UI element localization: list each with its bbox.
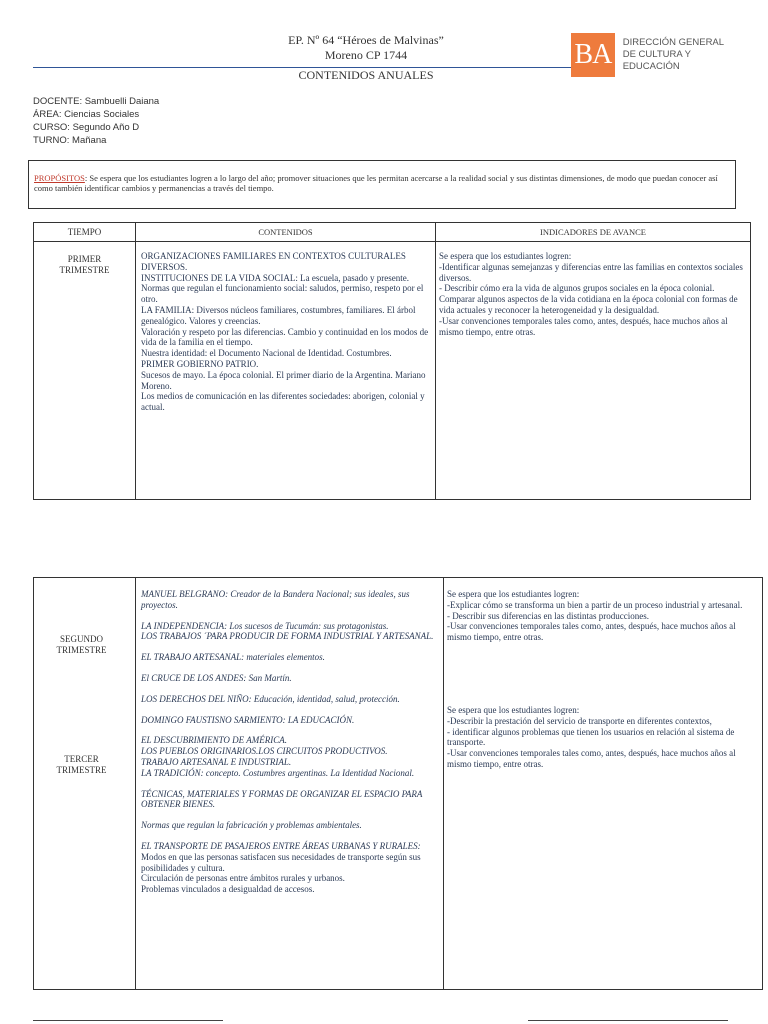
second-term-label-1: SEGUNDO — [59, 634, 103, 644]
third-term-label-1: TERCER — [64, 754, 99, 764]
signature-line-right — [528, 1020, 728, 1021]
content-item: EL TRANSPORTE DE PASAJEROS ENTRE ÁREAS URBANAS Y RURALES: — [141, 840, 421, 851]
table-header-row — [34, 223, 751, 242]
logo-text-line2: DE CULTURA Y EDUCACIÓN — [622, 49, 691, 72]
teacher-line: DOCENTE: Sambuelli Daiana — [33, 96, 160, 107]
second-term-label — [34, 634, 129, 656]
content-item: LA TRADICIÓN: concepto. Costumbres argentinas. La Identidad Nacional. — [141, 767, 415, 778]
content-item: Problemas vinculados a desigualdad de accesos. — [141, 884, 315, 895]
content-item: ORGANIZACIONES FAMILIARES EN CONTEXTOS CULTURALES DIVERSOS. — [141, 251, 406, 272]
school-name: EP. Nº 64 “Héroes de Malvinas” — [288, 33, 444, 47]
content-item: LOS DERECHOS DEL NIÑO: Educación, identidad, salud, protección. — [141, 693, 400, 704]
shift-line: TURNO: Mañana — [33, 135, 107, 146]
second-term-label-2: TRIMESTRE — [56, 645, 107, 655]
content-item: Normas que regulan la fabricación y problemas ambientales. — [141, 820, 362, 831]
indicator-item: Comparar algunos aspectos de la vida cotidiana en la época colonial con formas de vida actuales y reconocer la heterogeneidad y la desigualdad. — [439, 294, 738, 315]
content-item: PRIMER GOBIERNO PATRIO. — [141, 358, 259, 369]
content-item: TRABAJO ARTESANAL E INDUSTRIAL. — [141, 756, 292, 767]
indicator-item: -Explicar cómo se transforma un bien a partir de un proceso industrial y artesanal. — [447, 599, 743, 610]
indicator-item: - identificar algunos problemas que tienen los usuarios en relación al sistema de transporte. — [447, 726, 735, 748]
indicator-item: -Identificar algunas semejanzas y diferencias entre las familias en contextos sociales diversos. — [439, 261, 743, 283]
indicator-item: -Usar convenciones temporales tales como, antes, después, hace muchos años al mismo tiempo, entre otras. — [447, 621, 736, 643]
header-time: TIEMPO — [34, 223, 136, 242]
first-term-indicators — [436, 242, 751, 500]
content-item: Valoración y respeto por las diferencias. Cambio y continuidad en los modos de vida de la familia en el tiempo. — [141, 326, 429, 348]
indicator-item: - Describir cómo era la vida de algunos grupos sociales en la época colonial. — [439, 283, 715, 294]
second-third-term-table — [33, 577, 763, 990]
indicator-item: -Usar convenciones temporales tales como, antes, después, hace muchos años al mismo tiempo, entre otras. — [439, 315, 728, 337]
second-third-contents — [136, 578, 444, 990]
indicator-item: -Usar convenciones temporales tales como, antes, después, hace muchos años al mismo tiempo, entre otras. — [447, 748, 736, 769]
content-item: LA INDEPENDENCIA: Los sucesos de Tucumán: sus protagonistas. — [141, 620, 389, 631]
school-location: Moreno CP 1744 — [324, 48, 408, 62]
first-term-cell — [34, 242, 136, 500]
purpose-label: PROPÓSITOS — [34, 173, 85, 183]
course-info — [33, 95, 159, 147]
header-contents: CONTENIDOS — [136, 223, 436, 242]
ba-logo-mark: BA — [571, 33, 615, 77]
third-term-label — [34, 754, 129, 776]
first-term-label-2: TRIMESTRE — [59, 265, 110, 275]
content-item: EL TRABAJO ARTESANAL: materiales elementos. — [141, 652, 325, 663]
signature-line-left — [33, 1020, 223, 1021]
logo-text — [623, 37, 739, 73]
indicator-item: Se espera que los estudiantes logren: — [447, 704, 580, 715]
third-term-indicators — [447, 705, 759, 770]
content-item: INSTITUCIONES DE LA VIDA SOCIAL: La escuela, pasado y presente. Normas que regulan el funcionamiento social: saludos, permiso, respeto por el otro. — [141, 272, 424, 305]
indicator-item: -Describir la prestación del servicio de transporte en diferentes contextos, — [447, 715, 712, 726]
content-item: TÉCNICAS, MATERIALES Y FORMAS DE ORGANIZAR EL ESPACIO PARA OBTENER BIENES. — [141, 788, 423, 810]
indicator-item: Se espera que los estudiantes logren: — [439, 251, 572, 261]
first-term-label-1: PRIMER — [67, 254, 102, 264]
table-row — [34, 242, 751, 500]
second-term-indicators — [447, 589, 759, 643]
third-term-label-2: TRIMESTRE — [56, 765, 107, 775]
indicator-item: Se espera que los estudiantes logren: — [447, 589, 580, 599]
content-item: EL DESCUBRIMIENTO DE AMÉRICA. — [141, 735, 287, 746]
content-item: LA FAMILIA: Diversos núcleos familiares, costumbres, familiares. El árbol genealógico. Valores y creencias. — [141, 304, 416, 326]
indicator-item: - Describir sus diferencias en las distintas producciones. — [447, 610, 649, 621]
content-item: Circulación de personas entre ámbitos rurales y urbanos. — [141, 873, 345, 884]
content-item: Sucesos de mayo. La época colonial. El primer diario de la Argentina. Mariano Moreno. — [141, 369, 426, 391]
content-item: Los medios de comunicación en las diferentes sociedades: aborigen, colonial y actual. — [141, 391, 425, 413]
purpose-box — [28, 160, 736, 209]
header-indicators: INDICADORES DE AVANCE — [436, 223, 751, 242]
area-line: ÁREA: Ciencias Sociales — [33, 109, 140, 120]
content-item: El CRUCE DE LOS ANDES: San Martín. — [141, 672, 292, 683]
purpose-text: : Se espera que los estudiantes logren a lo largo del año; promover situaciones que les permitan acercarse a la realidad social y sus distintas dimensiones, de modo que puedan conocer así como también identificar cambios y permanencias a través del tiempo. — [34, 173, 718, 193]
content-item: LOS TRABAJOS ´PARA PRODUCIR DE FORMA INDUSTRIAL Y ARTESANAL. — [141, 631, 434, 642]
content-item: LOS PUEBLOS ORIGINARIOS.LOS CIRCUITOS PRODUCTIVOS. — [141, 746, 388, 757]
second-third-indicators — [444, 578, 763, 990]
content-item: DOMINGO FAUSTISNO SARMIENTO: LA EDUCACIÓN. — [141, 714, 355, 725]
document-title: CONTENIDOS ANUALES — [298, 68, 434, 82]
term-labels-cell — [34, 578, 136, 990]
dgce-logo — [571, 33, 739, 77]
first-term-table — [33, 222, 751, 500]
content-item: MANUEL BELGRANO: Creador de la Bandera Nacional; sus ideales, sus proyectos. — [141, 589, 410, 610]
content-item: Modos en que las personas satisfacen sus necesidades de transporte según sus posibilidades y cultura. — [141, 851, 421, 873]
table-row — [34, 578, 763, 990]
content-item: Nuestra identidad: el Documento Nacional de Identidad. Costumbres. — [141, 348, 392, 359]
logo-text-line1: DIRECCIÓN GENERAL — [622, 37, 725, 48]
course-line: CURSO: Segundo Año D — [33, 122, 140, 133]
first-term-contents — [136, 242, 436, 500]
